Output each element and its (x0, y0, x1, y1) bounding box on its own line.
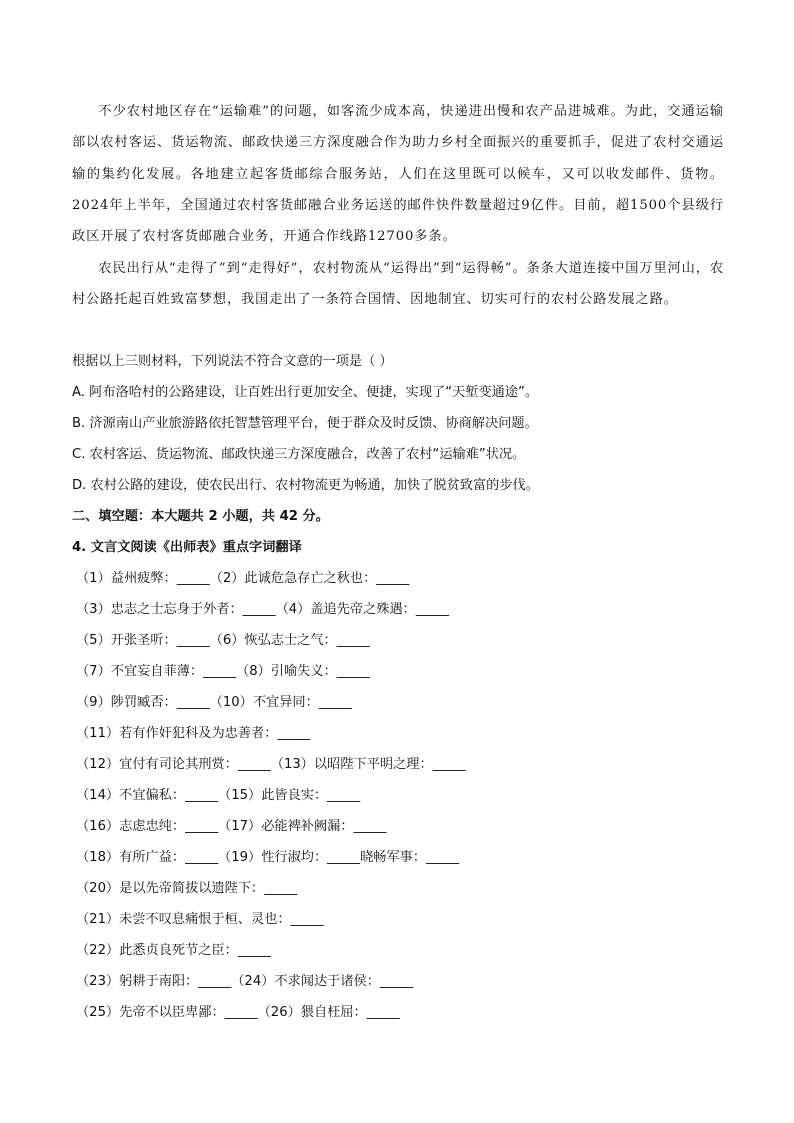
vocab-item: （9）陟罚臧否：_____（10）不宜异同：_____ (76, 695, 352, 710)
vocab-item: （14）不宜偏私：_____（15）此皆良实：_____ (76, 788, 361, 803)
option-c: C. 农村客运、货运物流、邮政快递三方深度融合，改善了农村“运输难”状况。 (72, 447, 526, 462)
vocab-item: （16）志虑忠纯：_____（17）必能裨补阙漏：_____ (76, 819, 387, 834)
vocab-item: （23）躬耕于南阳：_____（24）不求闻达于诸侯：_____ (76, 974, 413, 989)
question-title: 4. 文言文阅读《出师表》重点字词翻译 (72, 540, 302, 555)
vocab-item: （25）先帝不以臣卑鄙：_____（26）猥自枉屈：_____ (76, 1005, 400, 1020)
vocab-item: （12）宜付有司论其刑赏：_____（13）以昭陛下平明之理：_____ (76, 757, 466, 772)
vocab-item: （21）未尝不叹息痛恨于桓、灵也：_____ (76, 912, 324, 927)
vocab-item: （5）开张圣听：_____（6）恢弘志士之气：_____ (76, 633, 370, 648)
material-paragraph: 农民出行从“走得了”到“走得好”，农村物流从“运得出”到“运得畅”。条条大道连接中国万里河山，农村公路托起百姓致富梦想，我国走出了一条符合国情、因地制宜、切实可行的农村公路发展之路。 (72, 261, 724, 308)
vocab-item: （18）有所广益：_____（19）性行淑均：_____晓畅军事：_____ (76, 850, 460, 865)
vocab-item: （3）忠志之士忘身于外者：_____（4）盖追先帝之殊遇：_____ (76, 602, 449, 617)
vocab-item: （7）不宜妄自菲薄：_____（8）引喻失义：_____ (76, 664, 370, 679)
option-b: B. 济源南山产业旅游路依托智慧管理平台，便于群众及时反馈、协商解决问题。 (72, 416, 538, 431)
option-a: A. 阿布洛哈村的公路建设，让百姓出行更加安全、便捷，实现了“天堑变通途”。 (72, 385, 539, 400)
vocab-item: （1）益州疲弊：_____（2）此诚危急存亡之秋也：_____ (76, 571, 410, 586)
option-d: D. 农村公路的建设，使农民出行、农村物流更为畅通，加快了脱贫致富的步伐。 (72, 478, 539, 493)
vocab-item: （22）此悉贞良死节之臣：_____ (76, 943, 271, 958)
question-stem: 根据以上三则材料，下列说法不符合文意的一项是（ ） (72, 354, 393, 369)
vocab-item: （11）若有作奸犯科及为忠善者：_____ (76, 726, 311, 741)
section-heading: 二、填空题：本大题共 2 小题，共 42 分。 (72, 509, 329, 524)
vocab-item: （20）是以先帝简拔以遗陛下：_____ (76, 881, 298, 896)
material-paragraph: 不少农村地区存在“运输难”的问题，如客流少成本高，快递进出慢和农产品进城难。为此，交通运输部以农村客运、货运物流、邮政快递三方深度融合作为助力乡村全面振兴的重要抓手，促进了农村交通运输的集约化发展。各地建立起客货邮综合服务站，人们在这里既可以候车，又可以收发邮件、货物。2024年上半年，全国通过农村客货邮融合业务运送的邮件快件数量超过9亿件。目前，超1500个县级行政区开展了农村客货邮融合业务，开通合作线路12700多条。 (72, 104, 724, 245)
